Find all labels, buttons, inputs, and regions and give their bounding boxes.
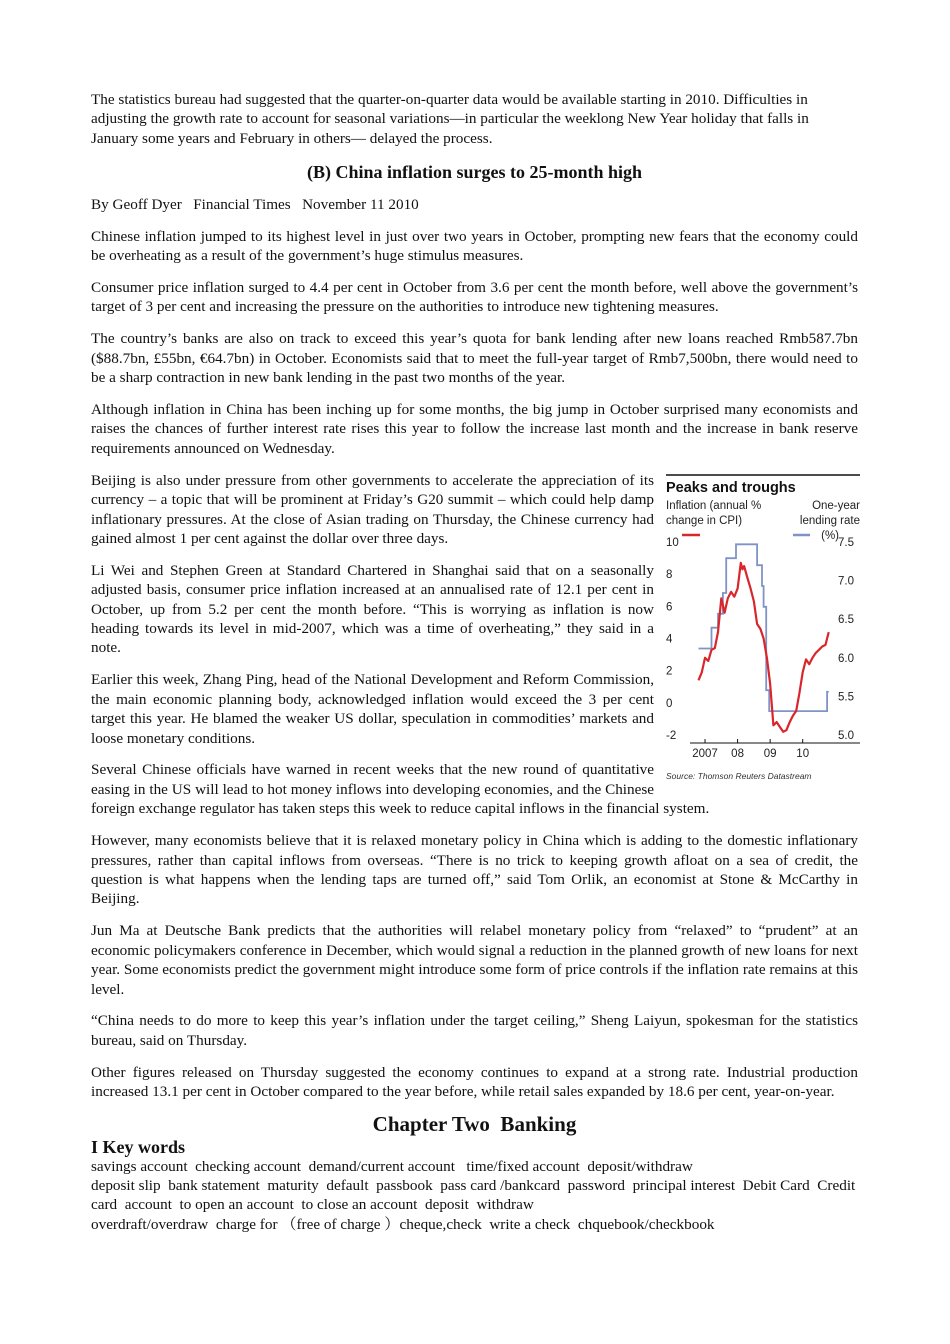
article-title: (B) China inflation surges to 25-month high — [306, 161, 643, 182]
right-tick-label: 7.5 — [838, 536, 854, 549]
article-paragraph: Several Chinese officials have warned in recent weeks that the new round of quantitative easing in the US will lead to hot money inflows into developing economies, and the Chinese foreign exchange regulator has taken steps this week to reduce capital inflows in the financial system. — [91, 761, 710, 818]
right-axis-label-line2: lending rate — [799, 514, 860, 527]
article-paragraph: Chinese inflation jumped to its highest level in just over two years in October, prompting new fears that the economy could be overheating as a result of the government’s huge stimulus measures. — [91, 227, 858, 265]
x-tick-label: 08 — [731, 747, 744, 760]
left-tick-label: 0 — [666, 697, 673, 710]
chart-source: Source: Thomson Reuters Datastream — [666, 770, 812, 781]
right-tick-label: 5.5 — [838, 691, 854, 704]
article-paragraph: Consumer price inflation surged to 4.4 per cent in October from 3.6 per cent the month before, well above the government’s target of 3 per cent and increasing the pressure on the authorities to introduce new tightening measures. — [91, 278, 858, 316]
keyword-line: savings account checking account demand/current account time/fixed account deposit/withdraw — [91, 1157, 693, 1175]
keyword-line: deposit slip bank statement maturity default passbook pass card /bankcard password principal interest Debit Card Credit card account to open an account to close an account deposit withdraw — [91, 1176, 856, 1214]
left-tick-label: 10 — [666, 536, 679, 549]
x-tick-label: 09 — [763, 747, 777, 760]
keyword-line: overdraft/overdraw charge for （free of charge ）cheque,check write a check chquebook/checkbook — [91, 1215, 715, 1233]
left-tick-label: 6 — [666, 601, 673, 614]
article-paragraph: Although inflation in China has been inching up for some months, the big jump in October surprised many economists and raises the chances of further interest rate rises this year to follow the increase last month and the increase in bank reserve requirements announced on Wednesday. — [91, 400, 858, 457]
article-byline: By Geoff Dyer Financial Times November 11 2010 — [91, 195, 419, 213]
right-tick-label: 6.0 — [838, 652, 854, 665]
chart-title: Peaks and troughs — [666, 479, 796, 496]
article-paragraph: Earlier this week, Zhang Ping, head of the National Development and Reform Commission, the main economic planning body, acknowledged inflation would exceed the 3 per cent target this year. He blamed the weaker US dollar, speculation in commodities’ markets and loose monetary conditions. — [91, 671, 654, 747]
peaks-and-troughs-chart — [662, 473, 867, 783]
right-tick-label: 6.5 — [838, 613, 854, 626]
article-paragraph: Jun Ma at Deutsche Bank predicts that the authorities will relabel monetary policy from “relaxed” to “prudent” at an economic policymakers conference in December, which would signal a reduction in the planned growth of new loans for next year. Some economists predict the government might introduce some form of price controls if the inflation rate remains at this level. — [91, 922, 858, 998]
chapter-title: Chapter Two Banking — [372, 1111, 577, 1136]
left-tick-label: 8 — [666, 568, 673, 581]
right-axis-label-line1: One-year — [812, 499, 860, 512]
left-tick-label: 2 — [666, 665, 673, 678]
chart-svg — [662, 473, 867, 783]
right-tick-label: 5.0 — [838, 729, 854, 742]
article-paragraph: However, many economists believe that it is relaxed monetary policy in China which is adding to the domestic inflationary pressures, rather than capital inflows from overseas. “There is no trick to keeping growth afloat on a sea of credit, the question is what happens when the lending taps are turned off,” said Tom Orlik, an economist at Stone & McCarthy in Beijing. — [91, 832, 858, 908]
x-tick-label: 10 — [796, 747, 810, 760]
document-page — [91, 90, 858, 1234]
article-paragraph: The country’s banks are also on track to exceed this year’s quota for bank lending after new loans reached Rmb587.7bn ($88.7bn, £55bn, €64.7bn) in October. Economists said that to meet the full-year target of Rmb7,500bn, there would need to be a sharp contraction in new bank lending in the past two months of the year. — [91, 330, 858, 387]
left-tick-label: -2 — [666, 729, 677, 742]
right-axis-label-line3: (%) — [821, 529, 839, 542]
right-tick-label: 7.0 — [838, 575, 854, 588]
left-axis-label-line2: change in CPI) — [666, 514, 743, 527]
article-paragraph: Li Wei and Stephen Green at Standard Chartered in Shanghai said that on a seasonally adjusted basis, consumer price inflation increased at an annualised rate of 12.1 per cent in October, up from 5.2 per cent the month before. “This is worrying as inflation is now heading towards its level in mid-2007, which was a time of overheating,” they said in a note. — [91, 561, 654, 657]
x-tick-label: 2007 — [692, 747, 718, 760]
intro-paragraph: The statistics bureau had suggested that the quarter-on-quarter data would be available starting in 2010. Difficulties in adjusting the growth rate to account for seasonal variations—in particular the weeklong New Year holiday that falls in January some years and February in others— delayed the process. — [91, 91, 809, 147]
article-paragraph: Beijing is also under pressure from other governments to accelerate the appreciation of its currency – a topic that will be prominent at Friday’s G20 summit – which could help damp inflationary pressures. At the close of Asian trading on Thursday, the Chinese currency had gained almost 1 per cent against the dollar over three days. — [91, 471, 654, 547]
left-axis-ticks — [666, 537, 679, 742]
article-paragraph: “China needs to do more to keep this year’s inflation under the target ceiling,” Sheng Laiyun, spokesman for the statistics bureau, said on Thursday. — [91, 1012, 858, 1049]
x-axis-ticks — [692, 739, 809, 760]
right-axis-ticks — [838, 537, 854, 742]
article-paragraph: Other figures released on Thursday suggested the economy continues to expand at a strong rate. Industrial production increased 13.1 per cent in October compared to the year before, while retail sales expanded by 18.6 per cent, year-on-year. — [91, 1063, 858, 1101]
section-title: I Key words — [91, 1136, 185, 1157]
left-axis-label-line1: Inflation (annual % — [666, 499, 762, 512]
left-tick-label: 4 — [666, 633, 673, 646]
